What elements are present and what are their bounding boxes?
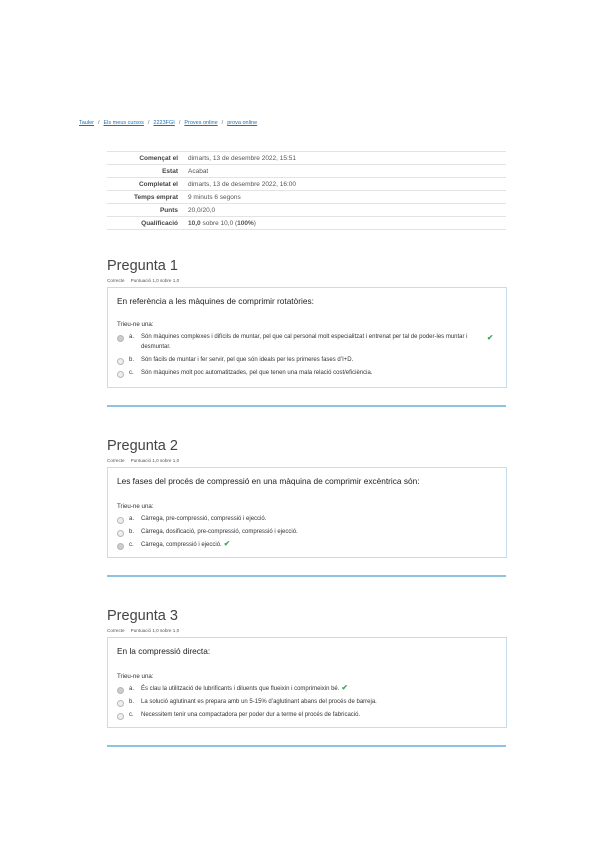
breadcrumb-separator: / xyxy=(97,120,100,126)
breadcrumb-link-proves-online[interactable]: Proves online xyxy=(184,120,218,126)
question-1-option-a[interactable] xyxy=(117,333,494,352)
option-letter: a. xyxy=(129,334,135,340)
radio-icon[interactable] xyxy=(117,530,124,537)
option-letter: b. xyxy=(129,699,135,705)
question-divider xyxy=(107,405,506,407)
summary-row-time xyxy=(107,191,506,204)
question-2-option-c[interactable] xyxy=(117,539,487,550)
breadcrumb-separator: / xyxy=(147,120,150,126)
option-letter: c. xyxy=(129,712,134,718)
option-letter: b. xyxy=(129,529,135,535)
check-icon: ✔ xyxy=(487,333,494,342)
option-letter: a. xyxy=(129,686,135,692)
option-letter: b. xyxy=(129,357,135,363)
question-2-prompt: Trieu-ne una: xyxy=(117,503,154,510)
check-icon: ✔ xyxy=(341,683,348,692)
radio-icon[interactable] xyxy=(117,371,124,378)
option-text: És clau la utilització de lubrificants i diluents que flueixin i comprimeixin bé. xyxy=(141,686,340,692)
option-letter: c. xyxy=(129,370,134,376)
breadcrumb-separator: / xyxy=(178,120,181,126)
grade-middle: sobre 10,0 ( xyxy=(200,219,238,227)
question-1-box xyxy=(107,287,507,388)
question-1-option-b[interactable] xyxy=(117,357,487,365)
radio-icon[interactable] xyxy=(117,713,124,720)
question-score: Puntuació 1,0 sobre 1,0 xyxy=(130,628,180,633)
breadcrumb-link-prova-online[interactable]: prova online xyxy=(227,120,258,126)
question-1-prompt: Trieu-ne una: xyxy=(117,321,154,328)
question-score: Puntuació 1,0 sobre 1,0 xyxy=(130,458,180,463)
option-text: Necessitem tenir una compactadora per poder dur a terme el procés de fabricació. xyxy=(141,712,361,718)
option-text: Són màquines complexes i difícils de muntar, pel que cal personal molt especialitzat i entrenat per tal de poder-les muntar i desmuntar. xyxy=(141,334,468,350)
grade-percent: 100% xyxy=(237,219,254,227)
question-3-option-a[interactable] xyxy=(117,683,487,694)
question-3-prompt: Trieu-ne una: xyxy=(117,673,154,680)
breadcrumb-link-course[interactable]: 2223FGI xyxy=(153,120,175,126)
question-2-option-b[interactable] xyxy=(117,529,487,537)
summary-value: dimarts, 13 de desembre 2022, 15:51 xyxy=(183,152,506,165)
question-2-option-a[interactable] xyxy=(117,516,487,524)
question-status: Correcte xyxy=(107,278,125,283)
summary-label: Començat el xyxy=(107,152,183,165)
summary-row-started xyxy=(107,152,506,165)
summary-label: Punts xyxy=(107,204,183,217)
question-2-box xyxy=(107,467,507,558)
summary-value: Acabat xyxy=(183,165,506,178)
question-status: Correcte xyxy=(107,458,125,463)
option-letter: c. xyxy=(129,542,134,548)
option-letter: a. xyxy=(129,516,135,522)
radio-icon[interactable] xyxy=(117,543,124,550)
radio-icon[interactable] xyxy=(117,335,124,342)
option-text: Càrrega, pre-compressió, compressió i ejecció. xyxy=(141,516,267,522)
check-icon: ✔ xyxy=(223,539,230,548)
question-1-title: Pregunta 1 xyxy=(107,258,178,274)
radio-icon[interactable] xyxy=(117,517,124,524)
summary-label: Temps emprat xyxy=(107,191,183,204)
breadcrumb-separator: / xyxy=(221,120,224,126)
grade-end: ) xyxy=(253,219,256,227)
option-text: Càrrega, compressió i ejecció. xyxy=(141,542,222,548)
radio-icon[interactable] xyxy=(117,687,124,694)
option-text: Són fàcils de muntar i fer servir, pel que són ideals per les primeres fases d’I+D. xyxy=(141,357,354,363)
question-3-meta xyxy=(107,628,179,633)
question-2-title: Pregunta 2 xyxy=(107,438,178,454)
question-3-box xyxy=(107,637,507,728)
summary-label: Completat el xyxy=(107,178,183,191)
question-2-text: Les fases del procés de compressió en una màquina de comprimir excèntrica són: xyxy=(117,476,420,486)
grade-value: 10,0 xyxy=(188,219,201,227)
breadcrumb-link-tauler[interactable]: Tauler xyxy=(79,120,94,126)
summary-row-completed xyxy=(107,178,506,191)
option-text: La solució aglutinant es prepara amb un 5-15% d’aglutinant abans del procés de barreja. xyxy=(141,699,377,705)
question-3-text: En la compressió directa: xyxy=(117,646,211,656)
question-3-option-b[interactable] xyxy=(117,699,487,707)
breadcrumb-link-els-meus-cursos[interactable]: Els meus cursos xyxy=(103,120,144,126)
breadcrumb xyxy=(79,120,257,126)
summary-value: 20,0/20,0 xyxy=(183,204,506,217)
question-divider xyxy=(107,575,506,577)
summary-row-grade xyxy=(107,217,506,230)
question-1-text: En referència a les màquines de comprimir rotatòries: xyxy=(117,296,314,306)
summary-row-state xyxy=(107,165,506,178)
question-3-option-c[interactable] xyxy=(117,712,487,720)
option-text: Són màquines molt poc automatitzades, pel que tenen una mala relació cost/eficiència. xyxy=(141,370,373,376)
radio-icon[interactable] xyxy=(117,358,124,365)
summary-row-points xyxy=(107,204,506,217)
summary-value: dimarts, 13 de desembre 2022, 16:00 xyxy=(183,178,506,191)
summary-label: Estat xyxy=(107,165,183,178)
question-3-title: Pregunta 3 xyxy=(107,608,178,624)
question-status: Correcte xyxy=(107,628,125,633)
summary-value: 9 minuts 6 segons xyxy=(183,191,506,204)
summary-label: Qualificació xyxy=(107,217,183,230)
question-1-meta xyxy=(107,278,179,283)
question-score: Puntuació 1,0 sobre 1,0 xyxy=(130,278,180,283)
question-2-meta xyxy=(107,458,179,463)
radio-icon[interactable] xyxy=(117,700,124,707)
question-divider xyxy=(107,745,506,747)
attempt-summary-table xyxy=(107,151,506,230)
question-1-option-c[interactable] xyxy=(117,370,487,378)
option-text: Càrrega, dosificació, pre-compressió, compressió i ejecció. xyxy=(141,529,298,535)
summary-value xyxy=(183,217,506,230)
